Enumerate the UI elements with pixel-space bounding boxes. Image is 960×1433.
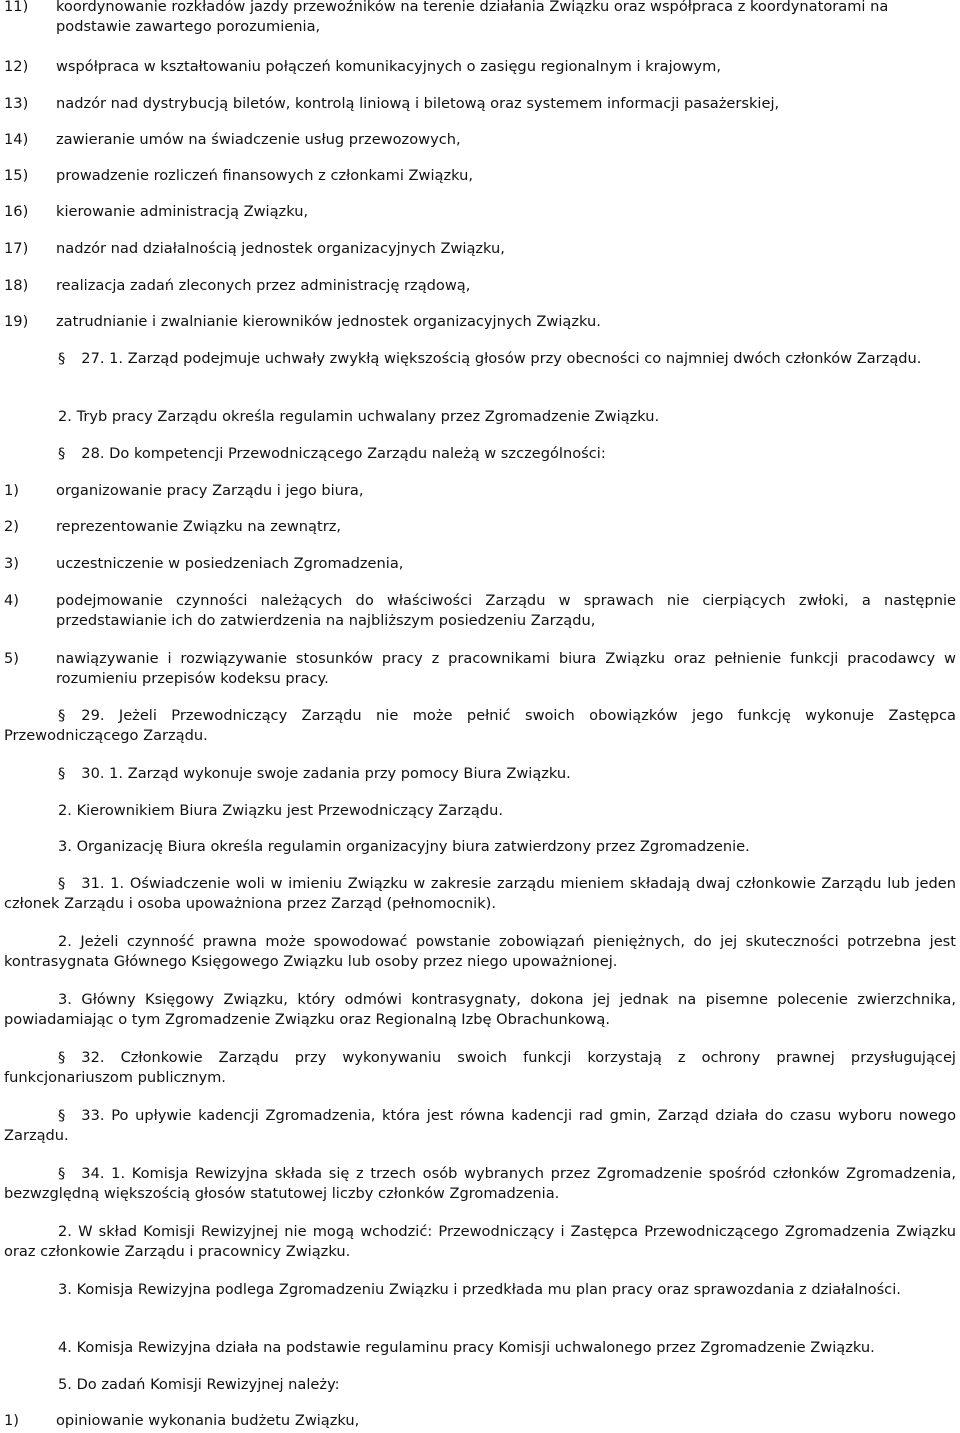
list-item — [4, 202, 956, 222]
paragraph-32 — [4, 1048, 956, 1088]
paragraph-text: 31. 1. Oświadczenie woli w imieniu Związku w zakresie zarządu mieniem składają dwaj członkowie Zarządu lub jeden członek Zarządu i osoba upoważniona przez Zarząd (pełnomocnik). — [4, 875, 956, 912]
paragraph-34-2 — [4, 1222, 956, 1262]
paragraph-31-3 — [4, 990, 956, 1030]
paragraph-text: 34. 1. Komisja Rewizyjna składa się z trzech osób wybranych przez Zgromadzenie spośród członków Zgromadzenia, bezwzględną większością głosów statutowej liczby członków Zgromadzenia. — [4, 1165, 956, 1202]
paragraph-27-2 — [4, 407, 956, 427]
section-symbol: § — [58, 1107, 66, 1124]
paragraph-text: 5. Do zadań Komisji Rewizyjnej należy: — [58, 1376, 340, 1393]
paragraph-text: 29. Jeżeli Przewodniczący Zarządu nie może pełnić swoich obowiązków jego funkcję wykonuje Zastępca Przewodniczącego Zarządu. — [4, 707, 956, 744]
paragraph-27-1 — [4, 349, 956, 369]
item-text: nawiązywanie i rozwiązywanie stosunków pracy z pracownikami biura Związku oraz pełnienie funkcji pracodawcy w rozumieniu przepisów kodeksu pracy. — [56, 650, 956, 687]
item-text: kierowanie administracją Związku, — [56, 203, 309, 220]
paragraph-31-1 — [4, 874, 956, 914]
list-item — [4, 517, 956, 537]
item-number: 2) — [4, 518, 19, 535]
paragraph-text: 4. Komisja Rewizyjna działa na podstawie regulaminu pracy Komisji uchwalonego przez Zgromadzenie Związku. — [58, 1339, 875, 1356]
item-text: uczestniczenie w posiedzeniach Zgromadzenia, — [56, 555, 404, 572]
paragraph-text: 3. Główny Księgowy Związku, który odmówi kontrasygnaty, dokona jej jednak na pisemne polecenie zwierzchnika, powiadamiając o tym Zgromadzenie Związku oraz Regionalną Izbę Obrachunkową. — [4, 991, 956, 1028]
item-number: 13) — [4, 95, 29, 112]
item-number: 17) — [4, 240, 29, 257]
paragraph-text: 33. Po upływie kadencji Zgromadzenia, która jest równa kadencji rad gmin, Zarząd działa do czasu wyboru nowego Zarządu. — [4, 1107, 956, 1144]
item-text: podejmowanie czynności należących do właściwości Zarządu w sprawach nie cierpiących zwłoki, a następnie przedstawianie ich do zatwierdzenia na najbliższym posiedzeniu Zarządu, — [56, 592, 956, 629]
paragraph-28 — [4, 444, 956, 464]
list-item — [4, 649, 956, 689]
item-number: 15) — [4, 167, 29, 184]
item-number: 1) — [4, 1412, 19, 1429]
item-number: 19) — [4, 313, 29, 330]
item-text: koordynowanie rozkładów jazdy przewoźników na terenie działania Związku oraz współpraca z koordynatorami na podstawie zawartego porozumienia, — [56, 0, 889, 35]
list-item — [4, 481, 956, 501]
paragraph-text: 30. 1. Zarząd wykonuje swoje zadania przy pomocy Biura Związku. — [81, 765, 571, 782]
item-number: 3) — [4, 555, 19, 572]
paragraph-text: 2. W skład Komisji Rewizyjnej nie mogą wchodzić: Przewodniczący i Zastępca Przewodniczącego Zgromadzenia Związku oraz członkowie Zarządu i pracownicy Związku. — [4, 1223, 956, 1260]
paragraph-30-1 — [4, 764, 956, 784]
section-symbol: § — [58, 765, 66, 782]
list-item — [4, 166, 956, 186]
item-number: 16) — [4, 203, 29, 220]
paragraph-text: 3. Komisja Rewizyjna podlega Zgromadzeniu Związku i przedkłada mu plan pracy oraz sprawozdania z działalności. — [58, 1281, 901, 1298]
paragraph-text: 32. Członkowie Zarządu przy wykonywaniu swoich funkcji korzystają z ochrony prawnej przysługującej funkcjonariuszom publicznym. — [4, 1049, 956, 1086]
item-text: organizowanie pracy Zarządu i jego biura, — [56, 482, 364, 499]
paragraph-text: 27. 1. Zarząd podejmuje uchwały zwykłą większością głosów przy obecności co najmniej dwóch członków Zarządu. — [81, 350, 922, 367]
item-text: zawieranie umów na świadczenie usług przewozowych, — [56, 131, 461, 148]
paragraph-31-2 — [4, 932, 956, 972]
item-number: 12) — [4, 58, 29, 75]
item-number: 18) — [4, 277, 29, 294]
paragraph-34-5 — [4, 1375, 956, 1395]
item-text: reprezentowanie Związku na zewnątrz, — [56, 518, 342, 535]
list-item — [4, 591, 956, 631]
item-number: 11) — [4, 0, 29, 15]
list-item — [4, 312, 956, 332]
section-symbol: § — [58, 875, 66, 892]
section-symbol: § — [58, 1165, 66, 1182]
paragraph-text: 3. Organizację Biura określa regulamin organizacyjny biura zatwierdzony przez Zgromadzenie. — [58, 838, 750, 855]
list-item — [4, 0, 956, 37]
paragraph-33 — [4, 1106, 956, 1146]
list-item — [4, 276, 956, 296]
item-number: 4) — [4, 592, 19, 609]
section-symbol: § — [58, 445, 66, 462]
paragraph-text: 2. Kierownikiem Biura Związku jest Przewodniczący Zarządu. — [58, 802, 503, 819]
item-number: 14) — [4, 131, 29, 148]
paragraph-30-3 — [4, 837, 956, 857]
list-item — [4, 130, 956, 150]
paragraph-29 — [4, 706, 956, 746]
paragraph-text: 2. Tryb pracy Zarządu określa regulamin uchwalany przez Zgromadzenie Związku. — [58, 408, 660, 425]
list-item — [4, 94, 956, 114]
paragraph-text: 2. Jeżeli czynność prawna może spowodować powstanie zobowiązań pieniężnych, do jej skuteczności potrzebna jest kontrasygnata Głównego Księgowego Związku lub osoby przez niego upoważnionej. — [4, 933, 956, 970]
list-item — [4, 239, 956, 259]
paragraph-text: 28. Do kompetencji Przewodniczącego Zarządu należą w szczególności: — [81, 445, 606, 462]
item-number: 1) — [4, 482, 19, 499]
list-item — [4, 1411, 956, 1431]
item-text: zatrudnianie i zwalnianie kierowników jednostek organizacyjnych Związku. — [56, 313, 601, 330]
item-text: nadzór nad dystrybucją biletów, kontrolą liniową i biletową oraz systemem informacji pasażerskiej, — [56, 95, 780, 112]
paragraph-34-1 — [4, 1164, 956, 1204]
section-symbol: § — [58, 350, 66, 367]
item-text: nadzór nad działalnością jednostek organizacyjnych Związku, — [56, 240, 505, 257]
section-symbol: § — [58, 1049, 66, 1066]
item-text: realizacja zadań zleconych przez administrację rządową, — [56, 277, 471, 294]
paragraph-30-2 — [4, 801, 956, 821]
paragraph-34-3 — [4, 1280, 956, 1300]
list-item — [4, 57, 956, 77]
item-text: prowadzenie rozliczeń finansowych z członkami Związku, — [56, 167, 473, 184]
paragraph-34-4 — [4, 1338, 956, 1358]
item-number: 5) — [4, 650, 19, 667]
list-item — [4, 554, 956, 574]
item-text: współpraca w kształtowaniu połączeń komunikacyjnych o zasięgu regionalnym i krajowym, — [56, 58, 721, 75]
item-text: opiniowanie wykonania budżetu Związku, — [56, 1412, 360, 1429]
section-symbol: § — [58, 707, 66, 724]
